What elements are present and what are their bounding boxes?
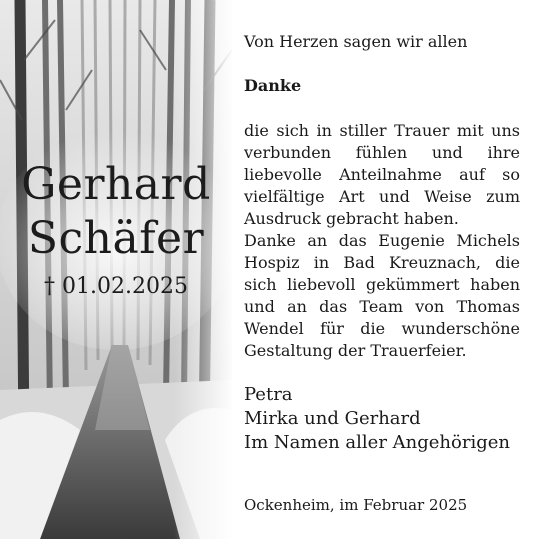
last-name: Schäfer xyxy=(27,213,205,264)
thanks-paragraph-2: Danke an das Eugenie Michels Hospiz in Bad Kreuznach, die sich liebevoll gekümmert haben und an das Team von Thomas Wendel für die wunderschöne Gestaltung der Trauerfeier. xyxy=(244,231,520,360)
first-name: Gerhard xyxy=(21,159,211,210)
signature-line: Im Namen aller Angehörigen xyxy=(244,432,510,453)
death-date: † 01.02.2025 xyxy=(44,274,188,299)
deceased-name-block xyxy=(0,158,232,302)
thanks-heading: Danke xyxy=(244,76,302,95)
signature-line: Mirka und Gerhard xyxy=(244,408,421,429)
place-date: Ockenheim, im Februar 2025 xyxy=(244,496,468,514)
signatures xyxy=(244,383,544,455)
thanks-paragraph-1: die sich in stiller Trauer mit uns verbunden fühlen und ihre liebevolle Anteilnahme auf so vielfältige Art und Weise zum Ausdruck gebracht haben. xyxy=(244,121,520,228)
thanks-body xyxy=(244,120,520,362)
signature-line: Petra xyxy=(244,384,293,405)
thanks-intro: Von Herzen sagen wir allen xyxy=(244,32,468,51)
